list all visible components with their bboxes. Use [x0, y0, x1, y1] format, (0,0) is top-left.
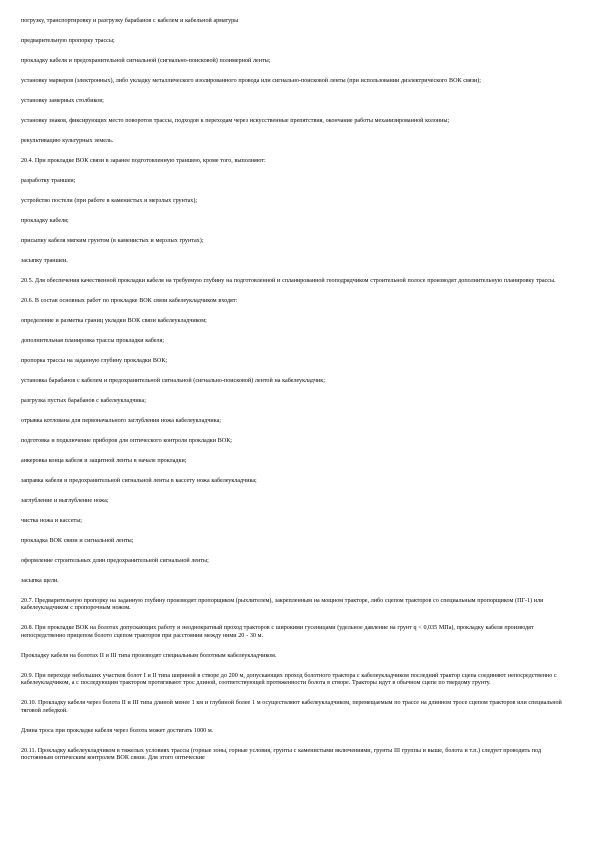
- paragraph: погрузку, транспортировку и разгрузку барабанов с кабелем и кабельной арматуры: [21, 18, 239, 24]
- paragraph: установку маркеров (электронных), либо укладку металлического изолированного провода или сигнально-поисковой ленты (при использовании диэлектрического ВОК связи);: [21, 77, 481, 84]
- paragraph: пропорка трассы на заданную глубину прокладки ВОК;: [21, 357, 168, 364]
- paragraph: 20.5. Для обеспечения качественной прокладки кабеля на требуемую глубину на подготовленной и спланированной геоподрядчиком строительной полосе производят дополнительную планировку трассы.: [21, 277, 556, 284]
- paragraph: прокладку кабеля;: [21, 217, 69, 224]
- paragraph: отрывка котлована для первоначального заглубления ножа кабелеукладчика;: [21, 417, 221, 424]
- paragraph: 20.8. При прокладке ВОК на болотах допускающих работу и неоднократный проход тракторов с широкими гусеницами (удельное давление на грунт q < 0,035 МПа), прокладку кабеля производят непосредственно прицепом болото сцепом тракторов при расстоянии между ними 20 - 30 м.: [21, 625, 534, 639]
- paragraph: определение и разметка границ укладки ВОК связи кабелеукладчиком;: [21, 317, 207, 324]
- paragraph: заправка кабеля и предохранительной сигнальной ленты в кассету ножа кабелеукладчика;: [21, 477, 257, 484]
- paragraph: установка барабанов с кабелем и предохранительной сигнальной (сигнально-поисковой) лентой на кабелеукладчик;: [21, 377, 325, 384]
- paragraph: 20.9. При переходе небольших участков болот I и II типа шириной в створе до 200 м, допускающих проход болотного трактора с кабелеукладчиком последний трактор сцепа соединяют непосредственно с кабелеукладчиком, а с последующим трактором протягивают трос длиной, соответствующей протяженности болота в створе. Тракторы идут в обычном сцепе по твердому грунту.: [21, 672, 557, 687]
- paragraph: рекультивацию культурных земель.: [21, 137, 114, 144]
- paragraph: предварительную пропорку трассы;: [21, 37, 115, 44]
- paragraph: устройство постели (при работе в каменистых и мерзлых грунтах);: [21, 197, 198, 204]
- paragraph: дополнительная планировка трассы прокладки кабеля;: [21, 337, 165, 344]
- paragraph: заглубление и выглубление ножа;: [21, 497, 109, 504]
- paragraph: оформление строительных длин предохранительной сигнальной ленты;: [21, 557, 209, 564]
- paragraph: установку знаков, фиксирующих место поворотов трассы, подходов к переходам через искусственные препятствия, окончание работы механизированной колонны;: [21, 117, 450, 124]
- paragraph: Прокладку кабеля на болотах II и III типа производят специальным болотным кабелеукладчиком.: [21, 652, 277, 659]
- paragraph: прокладку кабеля и предохранительной сигнальной (сигнально-поисковой) полимерной ленты;: [21, 57, 271, 64]
- paragraph: 20.10. Прокладку кабеля через болота II и III типа длиной менее 1 км и глубиной более 1 м осуществляют кабелеукладчиком, перемещаемым по трассе на длинном тросе сцепом тракторов или специальной тяговой лебедкой.: [21, 700, 562, 714]
- paragraph: прокладка ВОК связи и сигнальной ленты;: [21, 537, 134, 544]
- paragraph: разгрузка пустых барабанов с кабелеукладчика;: [21, 397, 146, 404]
- paragraph: анкеровка конца кабеля и защитной ленты в начале прокладки;: [21, 457, 187, 464]
- paragraph: 20.7. Предварительную пропорку на заданную глубину производят пропорщиком (рыхлителем), закрепленным на мощном тракторе, либо сцепом тракторов со специальным пропорщиком (ПГ-1) или кабелеукладчиком с пропорочным ножом.: [21, 597, 544, 612]
- paragraph: 20.11. Прокладку кабелеукладчиком в тяжелых условиях трассы (горные зоны, горные условия, грунты с каменистыми включениями, грунты III группы и выше, болота и т.п.) следует проводить под постоянным оптическим контролем ВОК связи. Для этого оптические: [21, 747, 542, 762]
- paragraph: чистка ножа и кассеты;: [21, 517, 82, 524]
- paragraph: 20.6. В состав основных работ по прокладке ВОК связи кабелеукладчиком входят:: [21, 297, 238, 304]
- paragraph: 20.4. При прокладке ВОК связи в заранее подготовленную траншею, кроме того, выполняют:: [21, 157, 266, 164]
- paragraph: разработку траншеи;: [21, 177, 76, 184]
- paragraph: засыпку траншеи.: [21, 257, 68, 264]
- paragraph: засыпка щели.: [21, 577, 59, 584]
- paragraph: подготовка и подключение приборов для оптического контроля прокладки ВОК;: [21, 437, 232, 444]
- paragraph: Длина троса при прокладке кабеля через болота может достигать 1000 м.: [21, 727, 214, 734]
- paragraph: установку замерных столбиков;: [21, 97, 104, 104]
- paragraph: присыпку кабеля мягким грунтом (в каменистых и мерзлых грунтах);: [21, 237, 204, 244]
